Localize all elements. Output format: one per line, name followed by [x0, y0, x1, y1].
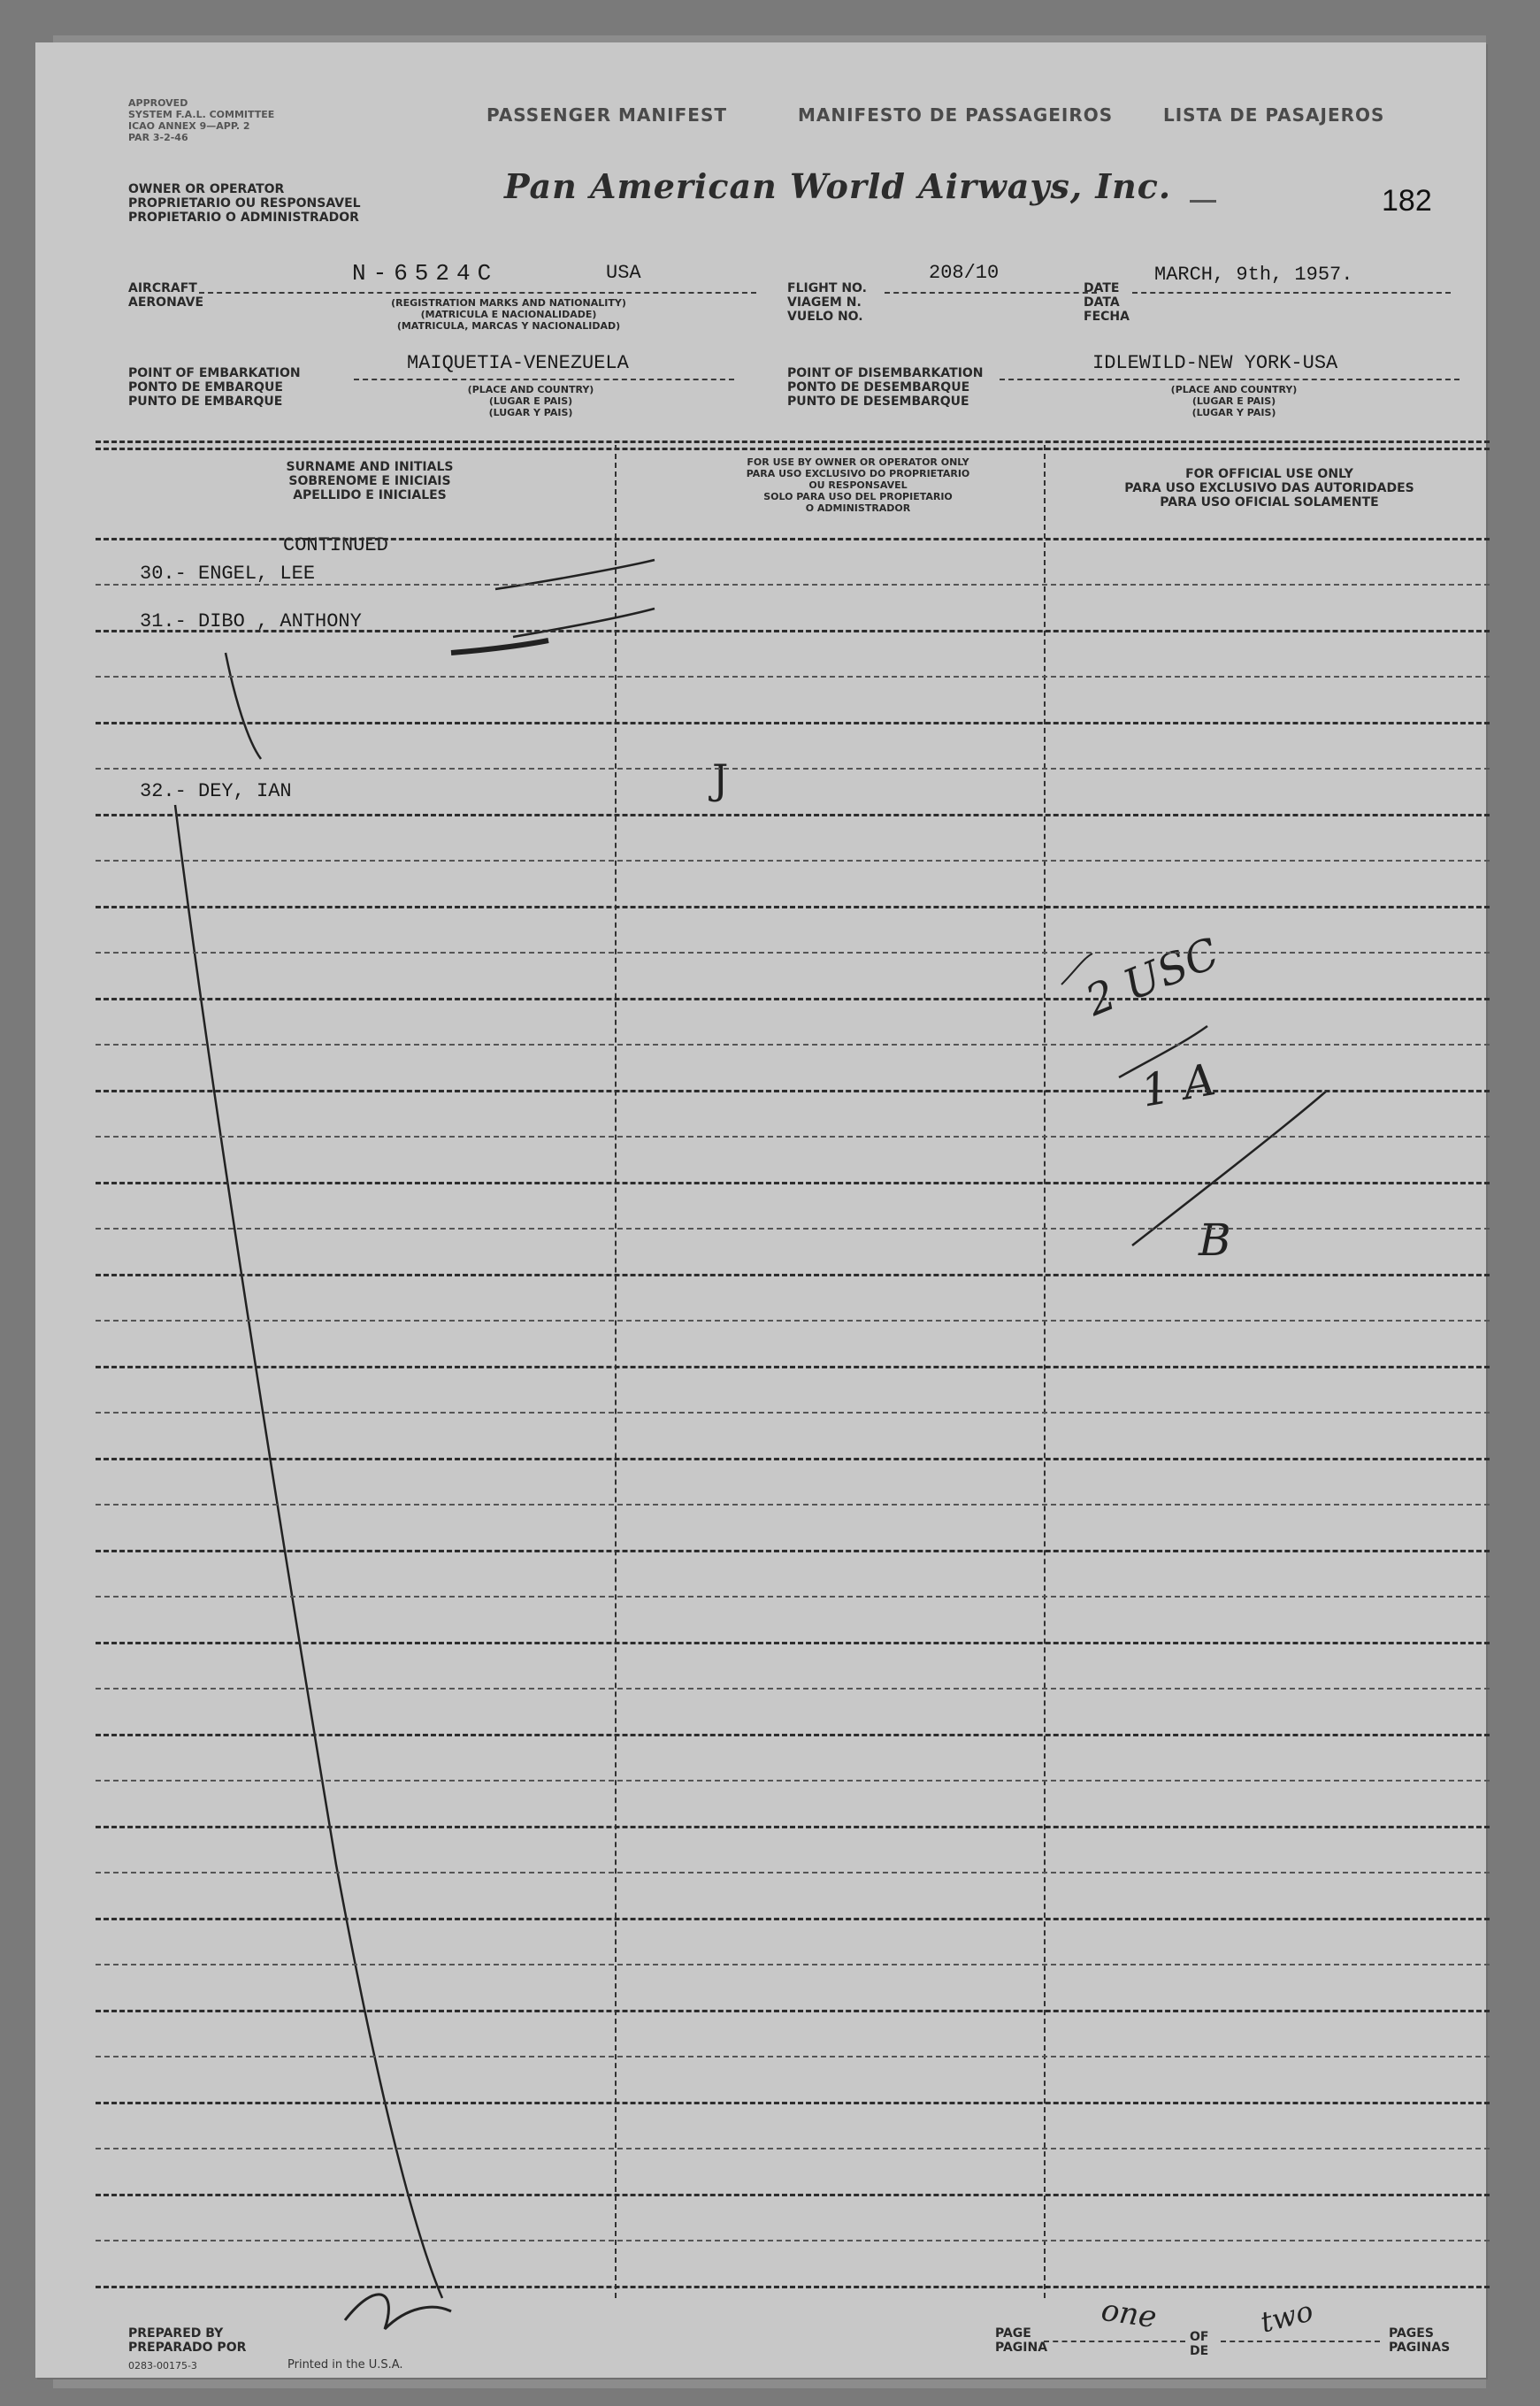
row-rule [96, 722, 1490, 724]
aircraft-sublabel: (MATRICULA E NACIONALIDADE) [420, 309, 597, 320]
flight-number: 208/10 [929, 262, 1000, 284]
form-number: 0283-00175-3 [128, 2360, 197, 2372]
col-names-pt: SOBRENOME E INICIAIS [288, 474, 451, 488]
disembarkation-sublabel: (PLACE AND COUNTRY) [1170, 384, 1298, 395]
col-operator-line: PARA USO EXCLUSIVO DO PROPRIETARIO [746, 468, 970, 479]
aircraft-label-en: AIRCRAFT [128, 281, 197, 295]
row-rule [96, 1320, 1490, 1322]
flight-label-pt: VIAGEM N. [787, 295, 862, 310]
row-rule [96, 1274, 1490, 1276]
aircraft-label-pt: AERONAVE [128, 295, 204, 310]
prepared-label-en: PREPARED BY [128, 2326, 224, 2341]
row-rule [96, 906, 1490, 908]
row-rule [96, 1688, 1490, 1690]
approval-line: SYSTEM F.A.L. COMMITTEE [128, 109, 275, 120]
row-rule [96, 2148, 1490, 2149]
flight-label-es: VUELO NO. [787, 310, 863, 324]
owner-label-es: PROPIETARIO O ADMINISTRADOR [128, 211, 359, 225]
row-rule [96, 2010, 1490, 2012]
row-rule [96, 1964, 1490, 1965]
col-names-en: SURNAME AND INITIALS [286, 460, 454, 474]
row-rule [96, 2194, 1490, 2196]
row-rule [96, 1642, 1490, 1644]
row-rule [96, 1090, 1490, 1092]
date-label-en: DATE [1084, 281, 1120, 295]
slash-stroke [1132, 1091, 1327, 1245]
row-rule [96, 1780, 1490, 1782]
owner-label-en: OWNER OR OPERATOR [128, 182, 285, 196]
page-label-es: PAGINA [995, 2341, 1048, 2355]
row-rule [96, 538, 1490, 540]
aircraft-sublabel: (REGISTRATION MARKS AND NATIONALITY) [391, 297, 626, 309]
row-rule [96, 1412, 1490, 1414]
row-rule [96, 1550, 1490, 1552]
embarkation-value: MAIQUETIA-VENEZUELA [407, 352, 629, 374]
disembarkation-label-es: PUNTO DE DESEMBARQUE [787, 395, 969, 409]
row-rule [96, 1826, 1490, 1828]
row-rule [96, 1596, 1490, 1598]
signature-stroke [345, 2295, 451, 2329]
embarkation-label-en: POINT OF EMBARKATION [128, 366, 301, 380]
of-label-es: DE [1190, 2344, 1209, 2358]
title-portuguese: MANIFESTO DE PASSAGEIROS [798, 104, 1114, 126]
pages-label-es: PAGINAS [1389, 2341, 1451, 2355]
airline-name: Pan American World Airways, Inc. [504, 166, 1172, 206]
approval-line: ICAO ANNEX 9—APP. 2 [128, 120, 250, 132]
row-rule [96, 860, 1490, 862]
page-number: 182 [1382, 184, 1432, 218]
passenger-row: 31.- DIBO , ANTHONY [140, 610, 362, 632]
official-mark: B [1199, 1214, 1231, 1266]
printed-label: Printed in the U.S.A. [287, 2358, 403, 2372]
aircraft-registration: N-6524C [352, 260, 499, 287]
row-rule [96, 1182, 1490, 1184]
row-rule [96, 1872, 1490, 1873]
row-rule [96, 1228, 1490, 1230]
embarkation-sublabel: (LUGAR Y PAIS) [488, 407, 573, 418]
disembarkation-sublabel: (LUGAR E PAIS) [1191, 395, 1276, 407]
embarkation-label-pt: PONTO DE EMBARQUE [128, 380, 283, 395]
row-rule [96, 2240, 1490, 2241]
row-rule [96, 1918, 1490, 1920]
row-rule [96, 814, 1490, 816]
aircraft-sublabel: (MATRICULA, MARCAS Y NACIONALIDAD) [396, 320, 621, 332]
date-value: MARCH, 9th, 1957. [1154, 264, 1353, 286]
row-rule [96, 2102, 1490, 2104]
approval-line: PAR 3-2-46 [128, 132, 188, 143]
disembarkation-label-pt: PONTO DE DESEMBARQUE [787, 380, 970, 395]
row-rule [96, 2286, 1490, 2288]
pages-label-en: PAGES [1389, 2326, 1434, 2341]
operator-mark: J [712, 755, 729, 803]
manifest-sheet [35, 42, 1486, 2378]
row-rule [96, 1458, 1490, 1460]
col-names-es: APELLIDO E INICIALES [293, 488, 447, 502]
approval-line: APPROVED [128, 97, 188, 109]
col-official-es: PARA USO OFICIAL SOLAMENTE [1160, 495, 1379, 510]
aircraft-nationality: USA [606, 262, 641, 284]
disembarkation-value: IDLEWILD-NEW YORK-USA [1092, 352, 1338, 374]
of-value: two [1257, 2294, 1317, 2340]
redaction-stroke [451, 640, 548, 653]
col-official-en: FOR OFFICIAL USE ONLY [1185, 467, 1353, 481]
continued-label: CONTINUED [283, 534, 388, 556]
row-rule [96, 768, 1490, 770]
bracket-stroke [226, 653, 261, 759]
prepared-label-es: PREPARADO POR [128, 2341, 247, 2355]
disembarkation-sublabel: (LUGAR Y PAIS) [1191, 407, 1276, 418]
embarkation-label-es: PUNTO DE EMBARQUE [128, 395, 283, 409]
page-label-en: PAGE [995, 2326, 1031, 2341]
row-rule [96, 998, 1490, 1000]
row-rule [96, 584, 1490, 586]
title-english: PASSENGER MANIFEST [487, 104, 727, 126]
row-rule [96, 1504, 1490, 1506]
disembarkation-label-en: POINT OF DISEMBARKATION [787, 366, 984, 380]
col-operator-line: SOLO PARA USO DEL PROPIETARIO [763, 491, 953, 502]
owner-label-pt: PROPRIETARIO OU RESPONSAVEL [128, 196, 361, 211]
strike-stroke [513, 609, 655, 637]
embarkation-sublabel: (LUGAR E PAIS) [488, 395, 573, 407]
row-rule [96, 630, 1490, 632]
col-official-pt: PARA USO EXCLUSIVO DAS AUTORIDADES [1124, 481, 1414, 495]
title-spanish: LISTA DE PASAJEROS [1163, 104, 1385, 126]
row-rule [96, 1136, 1490, 1138]
col-operator-line: OU RESPONSAVEL [808, 479, 908, 491]
row-rule [96, 1734, 1490, 1736]
of-label-en: OF [1190, 2330, 1209, 2344]
mark-stroke [1061, 954, 1092, 985]
date-label-es: FECHA [1084, 310, 1130, 324]
row-rule [96, 1366, 1490, 1368]
col-operator-line: FOR USE BY OWNER OR OPERATOR ONLY [747, 456, 969, 468]
handwriting-strokes [35, 42, 1486, 2378]
date-label-pt: DATA [1084, 295, 1120, 310]
embarkation-sublabel: (PLACE AND COUNTRY) [467, 384, 594, 395]
row-rule [96, 676, 1490, 678]
row-rule [96, 952, 1490, 954]
passenger-row: 32.- DEY, IAN [140, 780, 292, 802]
col-operator-line: O ADMINISTRADOR [805, 502, 911, 514]
page-value: one [1099, 2292, 1159, 2336]
row-rule [96, 1044, 1490, 1046]
official-mark: 1 A [1137, 1054, 1220, 1117]
flight-label-en: FLIGHT NO. [787, 281, 867, 295]
mark-stroke [1119, 1026, 1207, 1077]
official-mark: 2 USC [1079, 928, 1226, 1026]
row-rule [96, 2056, 1490, 2057]
passenger-row: 30.- ENGEL, LEE [140, 563, 316, 585]
